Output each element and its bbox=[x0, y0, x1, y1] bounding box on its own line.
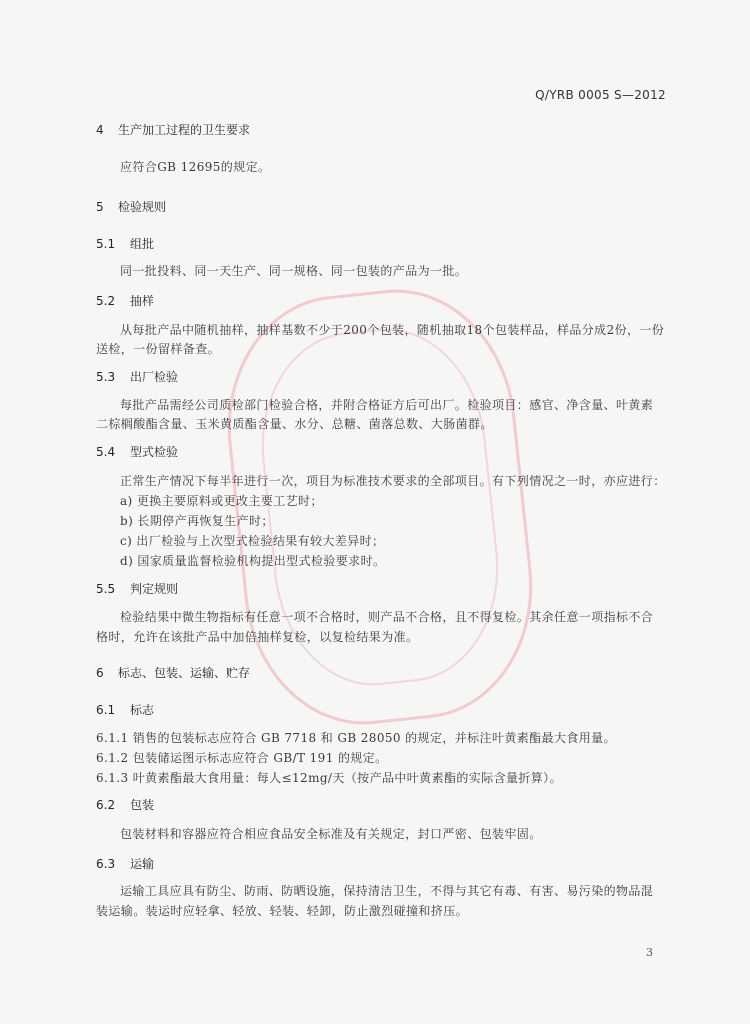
section-5-5-heading: 5.5 判定规则 bbox=[96, 582, 179, 596]
list-item: b) 长期停产再恢复生产时； bbox=[120, 514, 274, 528]
section-6-heading: 6 标志、包装、运输、贮存 bbox=[96, 666, 251, 680]
clause: 6.1.2 包装储运图示标志应符合 GB/T 191 的规定。 bbox=[96, 751, 388, 765]
standard-code: Q/YRB 0005 S—2012 bbox=[535, 88, 666, 102]
paragraph: 从每批产品中随机抽样，抽样基数不少于200个包装，随机抽取18个包装样品，样品分成2份，一份 bbox=[120, 323, 665, 337]
paragraph: 检验结果中微生物指标有任意一项不合格时，则产品不合格，且不得复检。其余任意一项指标不合 bbox=[120, 610, 654, 624]
paragraph: 二棕榈酸酯含量、玉米黄质酯含量、水分、总糖、菌落总数、大肠菌群。 bbox=[96, 417, 493, 431]
list-item: a) 更换主要原料或更改主要工艺时； bbox=[120, 494, 323, 508]
section-6-3-heading: 6.3 运输 bbox=[96, 857, 155, 871]
paragraph: 送检，一份留样备查。 bbox=[96, 342, 221, 356]
paragraph: 正常生产情况下每半年进行一次，项目为标准技术要求的全部项目。有下列情况之一时，亦应进行： bbox=[120, 474, 666, 488]
paragraph: 同一批投料、同一天生产、同一规格、同一包装的产品为一批。 bbox=[120, 264, 468, 278]
section-5-4-heading: 5.4 型式检验 bbox=[96, 445, 179, 459]
section-5-heading: 5 检验规则 bbox=[96, 200, 167, 214]
section-5-2-heading: 5.2 抽样 bbox=[96, 294, 155, 308]
clause: 6.1.3 叶黄素酯最大食用量：每人≤12mg/天（按产品中叶黄素酯的实际含量折算）。 bbox=[96, 771, 562, 785]
paragraph: 应符合GB 12695的规定。 bbox=[120, 160, 271, 174]
paragraph: 格时，允许在该批产品中加倍抽样复检，以复检结果为准。 bbox=[96, 630, 419, 644]
section-5-3-heading: 5.3 出厂检验 bbox=[96, 370, 179, 384]
section-4-heading: 4 生产加工过程的卫生要求 bbox=[96, 123, 251, 137]
list-item: d) 国家质量监督检验机构提出型式检验要求时。 bbox=[120, 554, 386, 568]
section-6-1-heading: 6.1 标志 bbox=[96, 703, 155, 717]
page-number: 3 bbox=[646, 946, 653, 959]
clause: 6.1.1 销售的包装标志应符合 GB 7718 和 GB 28050 的规定，并标注叶黄素酯最大食用量。 bbox=[96, 731, 616, 745]
paragraph: 运输工具应具有防尘、防雨、防晒设施，保持清洁卫生，不得与其它有毒、有害、易污染的物品混 bbox=[120, 884, 654, 898]
section-5-1-heading: 5.1 组批 bbox=[96, 237, 155, 251]
paragraph: 装运输。装运时应轻拿、轻放、轻装、轻卸，防止激烈碰撞和挤压。 bbox=[96, 904, 469, 918]
paragraph: 每批产品需经公司质检部门检验合格，并附合格证方后可出厂。检验项目：感官、净含量、叶黄素 bbox=[120, 398, 654, 412]
list-item: c) 出厂检验与上次型式检验结果有较大差异时； bbox=[120, 534, 385, 548]
section-6-2-heading: 6.2 包装 bbox=[96, 798, 155, 812]
paragraph: 包装材料和容器应符合相应食品安全标准及有关规定，封口严密、包装牢固。 bbox=[120, 827, 542, 841]
